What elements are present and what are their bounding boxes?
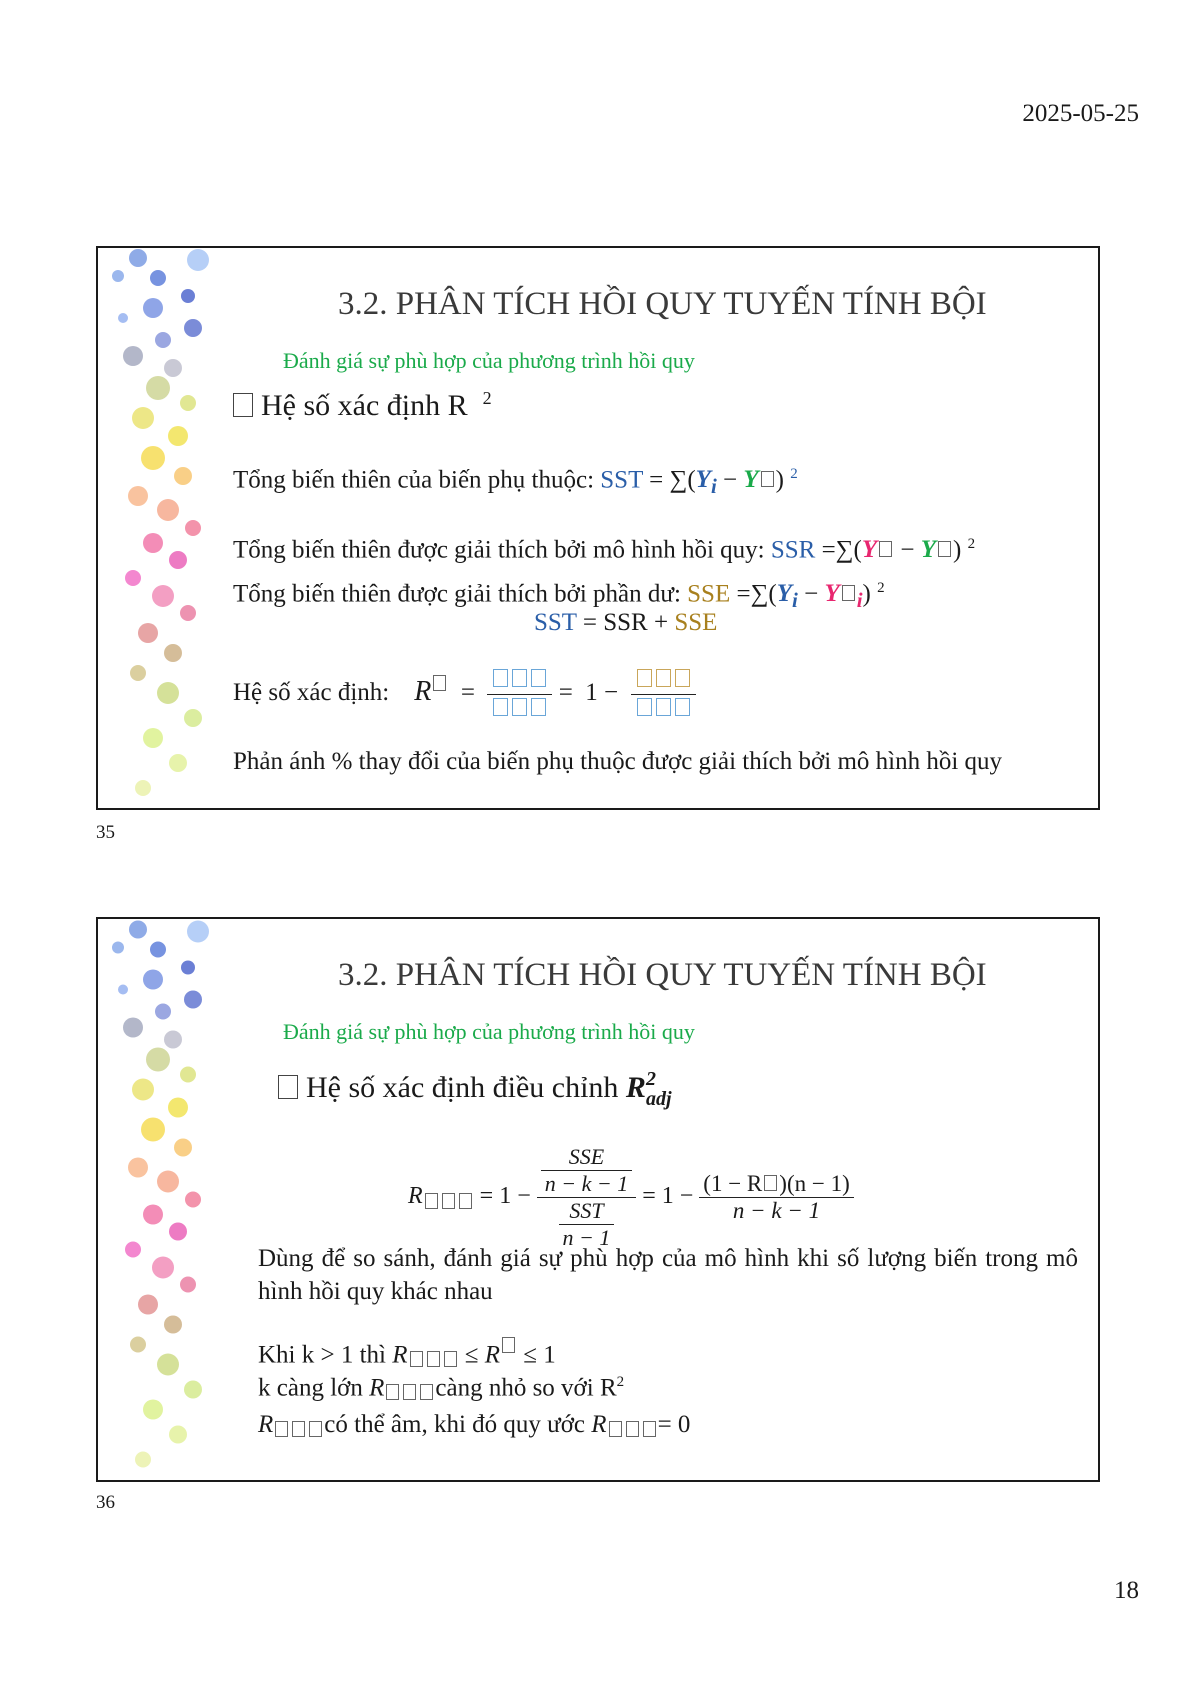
r2-formula: Hệ số xác định: R = = 1 − (233, 666, 696, 723)
sum-identity: SST = SSR + SSE (534, 609, 718, 636)
slide-title: 3.2. PHÂN TÍCH HỒI QUY TUYẾN TÍNH BỘI (338, 957, 987, 993)
bubble-decoration (98, 248, 248, 808)
ssr-line: Tổng biến thiên được giải thích bởi mô hình hồi quy: SSR =∑(Y − Y ) $^2$ (233, 536, 976, 564)
r2-description: Phản ánh % thay đổi của biến phụ thuộc được giải thích bởi mô hình hồi quy (233, 748, 1003, 775)
page-date: 2025-05-25 (1022, 100, 1139, 127)
slide-36 (96, 917, 1100, 1482)
slide-title: 3.2. PHÂN TÍCH HỒI QUY TUYẾN TÍNH BỘI (338, 286, 987, 322)
bubble-decoration (98, 919, 248, 1480)
bullet-box-icon (233, 393, 253, 417)
page-number: 18 (1114, 1577, 1139, 1604)
sse-line: Tổng biến thiên được giải thích bởi phần dư: SSE $=\sum(Y_i - Y$ $_i$) $^2$ (233, 580, 885, 613)
condition-1: Khi k > 1 thì R ≤ R ≤ 1 (258, 1337, 556, 1371)
slide-subtitle: Đánh giá sự phù hợp của phương trình hồi quy (283, 1019, 695, 1044)
slide-number-35: 35 (96, 822, 115, 843)
slide-number-36: 36 (96, 1492, 115, 1513)
sst-line: Tổng biến thiên của biến phụ thuộc: SST = $\sum(Y_i - Y$ ) $^2$ (233, 466, 798, 499)
adj-description: Dùng để so sánh, đánh giá sự phù hợp của mô hình khi số lượng biến trong mô hình hồi quy khác nhau (258, 1245, 1078, 1305)
bullet-heading: Hệ số xác định điều chỉnh R 2 adj (278, 1069, 672, 1109)
bullet-heading: Hệ số xác định R $^2$ (233, 388, 492, 423)
bullet-box-icon (278, 1075, 298, 1099)
slide-subtitle: Đánh giá sự phù hợp của phương trình hồi quy (283, 348, 695, 373)
adj-r2-formula: R = 1 − $\frac{\frac{\text{SSE}}{n - k - 1}}{\frac{\text{SST}}{n - 1}}$ = 1 − $\frac{(1 - R )(n - 1)}{n - k - 1}$ (408, 1144, 854, 1251)
condition-3: R có thể âm, khi đó quy ước R = 0 (258, 1411, 691, 1438)
condition-2: k càng lớn R càng nhỏ so với $R^2$ (258, 1374, 625, 1402)
slide-35 (96, 246, 1100, 810)
